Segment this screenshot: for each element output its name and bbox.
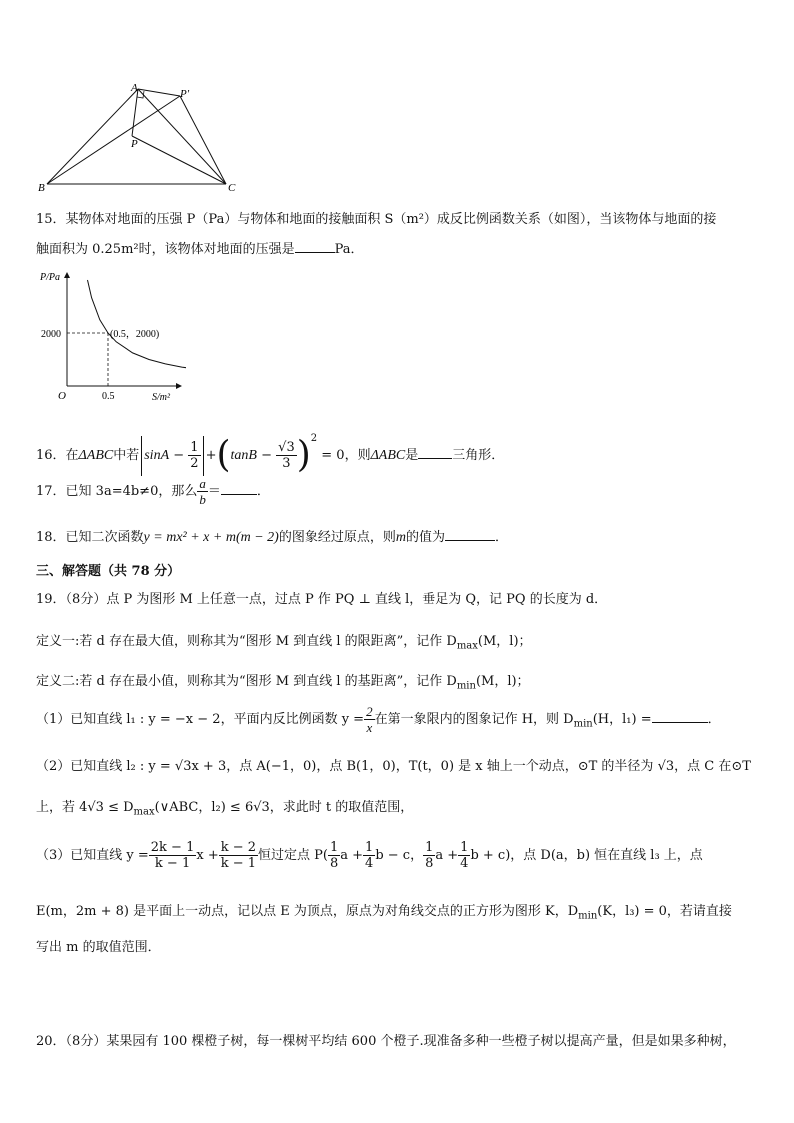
q19-p1-c: (H，l₁) = [592,712,652,727]
q16-half-den: 2 [190,456,199,471]
q19-part2-line1: （2）已知直线 l₂ : y = √3x + 3，点 A(−1，0)，点 B(1，0)，T(t，0) 是 x 轴上一个动点，⊙T 的半径为 √3，点 C 在⊙T [36,759,751,774]
triangle-figure [30,80,260,195]
q19-p3-f6 [458,840,470,871]
y-axis-arrow [64,272,70,278]
q16-minus: − [169,448,189,463]
q19-p3-d: b − c， [375,848,424,863]
q18-pre: 18．已知二次函数 [36,530,144,545]
label-P: P [131,138,138,150]
label-B: B [38,182,45,194]
q19-p3-f5-num: 1 [425,840,434,855]
q19-def2-tail: (M，l)； [475,674,530,689]
q16-sqrt3 [276,440,297,471]
q19-p3-f2-den: k − 1 [220,856,257,871]
origin-label: O [58,390,66,402]
q16-plus: + [205,448,217,463]
q17-pre: 17．已知 3a=4b≠0，那么 [36,484,198,499]
q19-p3-e: a + [435,848,459,863]
q16-sqrt3-num: √3 [278,440,295,455]
q19-p2-c: (∨ABC，l₂) ≤ 6√3，求此时 t 的取值范围， [154,800,414,815]
q19-p3-f3 [328,840,340,871]
q16-eq0: = 0，则 [317,448,371,463]
q18-post: 的值为 [405,530,445,545]
q17-line [36,474,270,510]
q19-p3-f3-den: 8 [329,856,339,871]
q19-p1-sub: min [573,718,593,730]
q19-p3-f2-num: k − 2 [220,840,257,855]
q19-p3-f1 [149,840,197,871]
q19-p3-f5 [423,840,435,871]
q18-expr: y = mx² + x + m(m − 2) [143,530,279,545]
q19-p3-x: x + [196,848,219,863]
q16-is: 是 [405,448,419,463]
q16-tri2: ΔABC [370,448,406,463]
q19-p3-line2-b: (K，l₃) = 0，若请直接 [597,904,732,919]
q19-p1-answer-blank[interactable] [652,708,708,723]
q19-p1-den: x [366,720,373,735]
q19-p3-f3-num: 1 [329,840,339,855]
q19-p3-a: （3）已知直线 y = [36,848,149,863]
q16-tri1: ΔABC [78,448,114,463]
x-axis-label: S/m² [152,392,170,403]
q19-part3-line3: 写出 m 的取值范围． [36,940,161,955]
q16-pre: 16．在 [36,448,79,463]
series-curve [88,280,187,373]
q18-mid: 的图象经过原点，则 [278,530,396,545]
q19-p1-frac [364,704,375,735]
q16-sin: sinA [144,448,170,463]
q19-def1-text: 定义一:若 d 存在最大值，则称其为“图形 M 到直线 l 的限距离”，记作 D [36,634,457,649]
q17-answer-blank[interactable] [221,480,257,495]
q18-end: ． [495,530,509,545]
inverse-proportion-chart [36,268,186,408]
y-tick-label: 2000 [41,329,61,340]
q18-answer-blank[interactable] [445,526,495,541]
q19-p3-f4-den: 4 [365,856,374,871]
q19-part2-line2 [36,796,413,818]
q19-part3-line2 [36,900,732,922]
q19-def2-sub: min [456,680,476,692]
point-annotation: (0.5，2000) [110,329,160,340]
q19-intro: 19．（8分）点 P 为图形 M 上任意一点，过点 P 作 PQ ⊥ 直线 l，垂足为 Q，记 PQ 的长度为 d． [36,592,608,607]
q16-line: 16．在ΔABC中若 sinA − $\frac{1}{2}$ +(tanB − $\frac{√3}{3}$ )$^2$ = 0，则ΔABC是 三角形． [36,433,505,476]
q18-m: m [395,530,406,545]
abs-bar-right [203,436,204,476]
q19-part3-line1 [36,838,703,874]
q15-text-b: Pa． [334,242,364,257]
q17-frac-den: b [199,492,206,507]
q19-p3-f: b + c)，点 D(a，b) 恒在直线 l₃ 上，点 [470,848,703,863]
x-tick-label: 0.5 [102,391,115,402]
q16-half-num: 1 [190,440,199,455]
q19-def2-text: 定义二:若 d 存在最小值，则称其为“图形 M 到直线 l 的基距离”，记作 D [36,674,457,689]
q19-p3-f6-den: 4 [460,856,469,871]
q19-p3-f6-num: 1 [460,840,469,855]
q20-line: 20．（8分）某果园有 100 棵橙子树，每一棵树平均结 600 个橙子.现准备多种一些橙子树以提高产量，但是如果多种树， [36,1034,736,1049]
q19-p3-f1-num: 2k − 1 [150,840,195,855]
q17-end: ． [256,484,270,499]
q16-tan: tanB [230,448,257,463]
q16-sqrt3-den: 3 [282,456,291,471]
q19-p3-f4-num: 1 [365,840,374,855]
q19-def1 [36,630,532,652]
section-heading: 三、解答题（共 78 分） [36,564,181,579]
q19-p2-sub: max [133,806,155,818]
q18-line [36,526,508,546]
label-P2: P' [180,88,190,100]
q15-line2 [36,238,364,257]
q19-def2 [36,670,530,692]
label-C: C [228,182,236,194]
q15-text-a: 触面积为 0.25m²时，该物体对地面的压强是 [36,242,295,257]
paren-right: ) [296,434,311,476]
q19-def1-tail: (M，l)； [477,634,532,649]
q16-answer-blank[interactable] [418,444,452,459]
q16-post: 三角形． [452,448,505,463]
y-axis-label: P/Pa [40,272,60,283]
q19-p1-b: 在第一象限内的图象记作 H，则 D [374,712,574,727]
q19-p3-f4 [363,840,375,871]
q17-frac [197,476,208,507]
q19-p3-f1-den: k − 1 [154,856,191,871]
abs-bar-left [141,436,142,476]
label-A: A [131,82,138,94]
q17-frac-num: a [199,476,206,491]
q19-p1-num: 2 [366,704,373,719]
q19-p3-c: a + [340,848,364,863]
q17-post: ＝ [207,484,221,499]
q15-answer-blank[interactable] [295,238,335,253]
q19-p3-f2 [219,840,258,871]
q16-power: 2 [310,433,318,444]
q19-p1-a: （1）已知直线 l₁ : y = −x − 2，平面内反比例函数 y = [36,712,365,727]
q19-p3-line2-sub: min [578,910,598,922]
q19-p3-line2-a: E(m，2m + 8) 是平面上一动点，记以点 E 为顶点，原点为对角线交点的正方形为图形 K，D [36,904,579,919]
q15-line1: 15．某物体对地面的压强 P（Pa）与物体和地面的接触面积 S（m²）成反比例函数关系（如图），当该物体与地面的接 [36,212,717,227]
paren-left: ( [216,434,231,476]
q19-p2-b: 上，若 4√3 ≤ D [36,800,134,815]
q19-def1-sub: max [456,640,478,652]
q19-part1 [36,702,721,743]
q19-p1-end: ． [707,712,721,727]
q19-p3-b: 恒过定点 P( [258,848,328,863]
q19-p3-f5-den: 8 [425,856,434,871]
q16-mid1: 中若 [113,448,140,463]
x-axis-arrow [176,383,182,389]
q16-half [188,440,200,471]
